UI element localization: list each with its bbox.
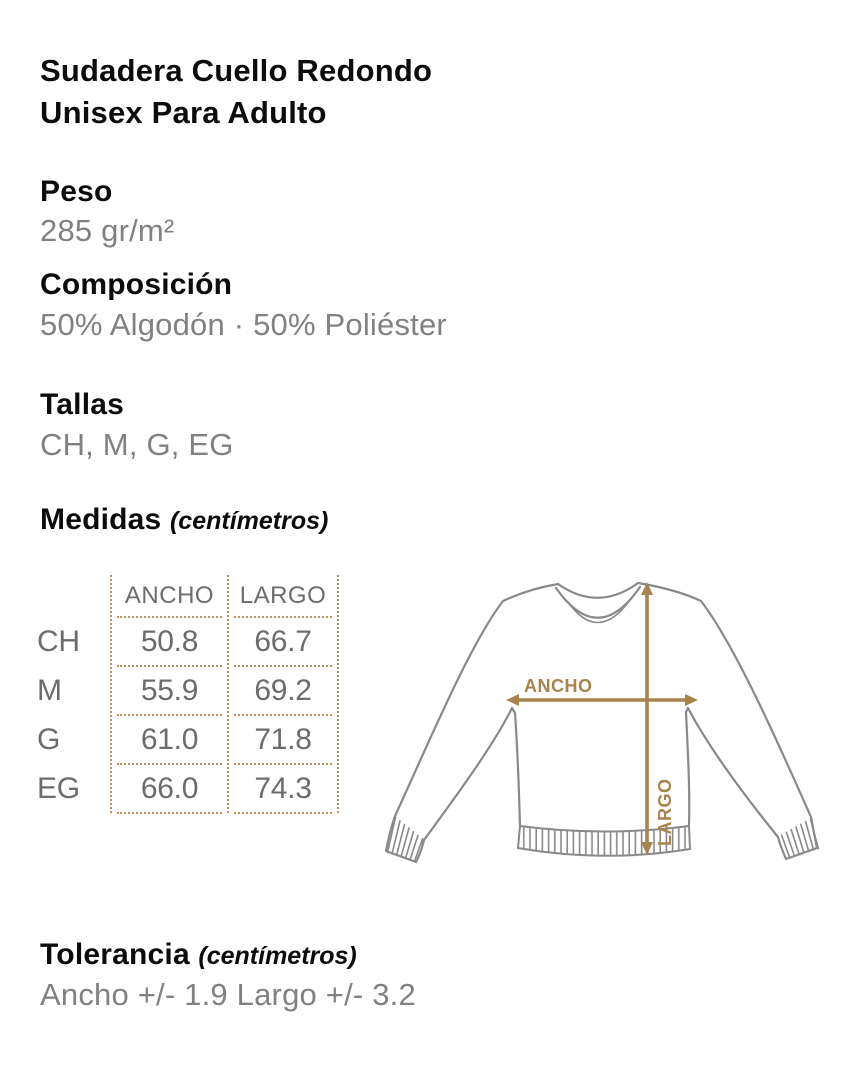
tolerancia-heading-text: Tolerancia: [40, 938, 190, 971]
tolerancia-heading: [40, 938, 357, 972]
largo-value-m: 69.2: [229, 666, 337, 715]
page-title: [40, 50, 432, 134]
largo-value-g: 71.8: [229, 715, 337, 764]
row-label-m: M: [37, 673, 62, 707]
tallas-value: CH, M, G, EG: [40, 427, 234, 462]
largo-column-header: LARGO: [229, 575, 337, 617]
peso-value: 285 gr/m²: [40, 213, 175, 248]
sweatshirt-outline: [386, 583, 818, 862]
peso-heading: Peso: [40, 175, 113, 208]
row-label-ch: CH: [37, 624, 80, 658]
ancho-arrowhead-left: [506, 694, 519, 706]
largo-value-ch: 66.7: [229, 617, 337, 666]
ancho-value-ch: 50.8: [112, 617, 227, 666]
page-title-line1: Sudadera Cuello Redondo: [40, 53, 433, 88]
row-label-g: G: [37, 722, 61, 756]
tallas-heading: Tallas: [40, 388, 125, 421]
ancho-value-g: 61.0: [112, 715, 227, 764]
sweatshirt-diagram: [372, 560, 832, 890]
composicion-value: 50% Algodón · 50% Poliéster: [40, 307, 447, 342]
composicion-heading: Composición: [40, 268, 233, 301]
ancho-column-header: ANCHO: [112, 575, 227, 617]
size-label-column: [37, 575, 110, 813]
page-title-line2: Unisex Para Adulto: [40, 95, 327, 130]
medidas-unit-note: (centímetros): [169, 507, 329, 535]
ancho-arrow-label: ANCHO: [524, 676, 593, 696]
row-label-eg: EG: [37, 771, 80, 805]
ancho-arrowhead-right: [685, 694, 698, 706]
tolerancia-value: Ancho +/- 1.9 Largo +/- 3.2: [40, 977, 416, 1012]
medidas-heading-text: Medidas: [40, 503, 162, 536]
tolerancia-unit-note: (centímetros): [198, 942, 357, 970]
largo-arrow-label: LARGO: [655, 778, 675, 846]
ancho-column: [110, 575, 229, 813]
largo-column: [229, 575, 339, 813]
ancho-value-m: 55.9: [112, 666, 227, 715]
medidas-heading: [40, 503, 328, 537]
measurements-table: [37, 575, 339, 813]
table-corner-spacer: [37, 575, 110, 617]
ancho-value-eg: 66.0: [112, 764, 227, 813]
largo-value-eg: 74.3: [229, 764, 337, 813]
